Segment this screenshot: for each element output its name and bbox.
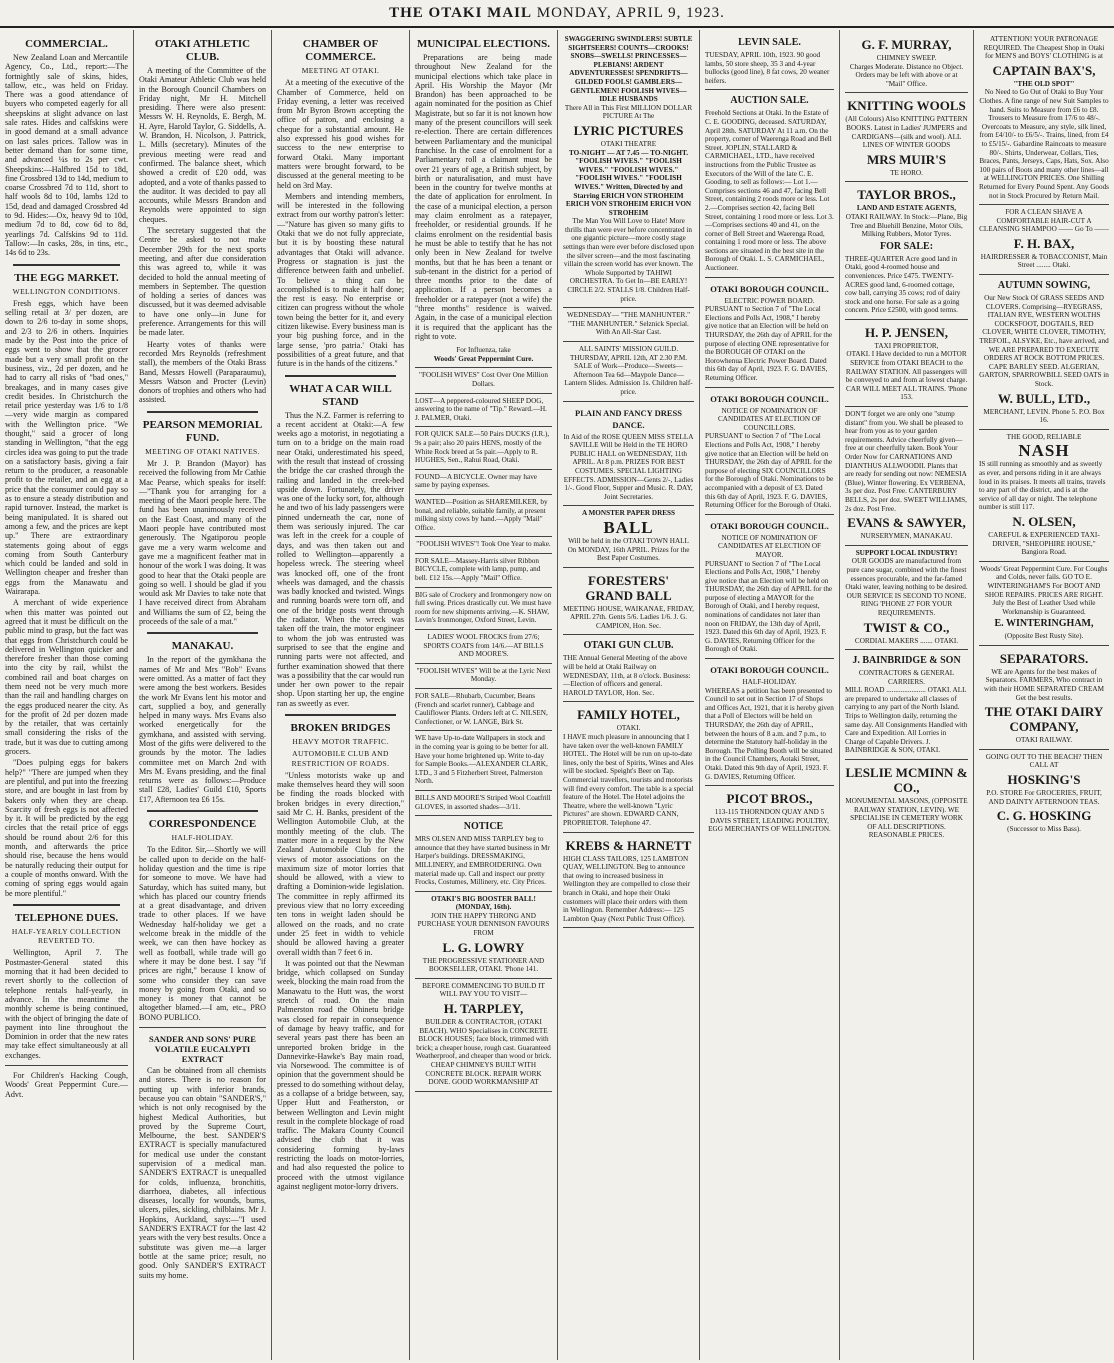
advert-heading: NASH xyxy=(1018,441,1070,461)
advert-text: In Aid of the ROSE QUEEN MISS STELLA SAVILLE Will be Held in the TE HORO PUBLIC HALL on WEDNESDAY, 11th APRIL. At 8 p.m. PRIZES FOR BEST COSTUMES. SPECIAL LIGHTING EFFECTS. ADMISSION—Gents 2/-, Ladies 1/-. Good Floor, Supper and Music. R. DAY, Joint Secretaries. xyxy=(563,432,694,501)
advert-text: (Opposite Best Rusty Site). xyxy=(1004,632,1084,641)
classified-text: WE have Up-to-date Wallpapers in stock and in the coming year is going to be better for all. Have your home brightened up. Write to-day for Sample Books.—ALEXANDER CLARK, LTD., 3 and 5 Fitzherbert Street, Palmerston North. xyxy=(415,734,549,786)
advert-hosking xyxy=(979,750,1109,838)
column-8 xyxy=(974,30,1114,1360)
subheading-automobile-club: AUTOMOBILE CLUB AND RESTRICTION OF ROADS. xyxy=(291,749,390,768)
classified xyxy=(415,689,552,731)
classified xyxy=(415,368,552,393)
advert-foolish-wives xyxy=(563,32,694,308)
advert-knitting-wools xyxy=(845,93,968,182)
advert-text: CORDIAL MAKERS ....... OTAKI. xyxy=(854,636,959,645)
advert-heading: G. F. MURRAY, xyxy=(861,37,952,52)
advert-text: (All Colours) Also KNITTING PATTERN BOOKS. Latest in Ladies' JUMPERS and CARDIGANS—(silk and wool). ALL LINES OF WINTER GOODS xyxy=(845,115,968,150)
notice-heading: OTAKI BOROUGH COUNCIL. xyxy=(710,393,829,404)
advert-murray xyxy=(845,32,968,93)
advert-heading: E. WINTERINGHAM, xyxy=(994,618,1094,630)
subheading-half-holiday: HALF-HOLIDAY. xyxy=(171,833,234,843)
advert-text: OTAKI. xyxy=(616,724,641,733)
advert-bainbridge xyxy=(845,650,968,760)
advert-text: OTAKI THEATRE xyxy=(600,139,657,148)
advert-krebs-harnett xyxy=(563,833,694,929)
article-commercial: New Zealand Loan and Mercantile Agency, Co., Ltd., report:—The fortnightly sale of skins, hides, tallow, etc., was held on Friday. There was a good attendance of buyers who competed eagerly for all sheepskins at slight advance on last sale rates. Hides and calfskins were in good demand at a small advance on last sales prices. Tallow was in better demand than for some time, and advanced ¼s to 2s per cwt. Sheepskins:—Halfbred 15d to 18d, fine Crossbred 13d to 14d, medium to coarse Crossbred 7d to 11d, short to half wools 8d to 10d, lambs 12d to 15d, dead and damaged Crossbred 4d to 9d. Hides:—Ox, heavy 9d to 10d, medium 7d to 8d, cow 6d to 8d, yearlings 7d. Calfskins 9d to 11d. Tallow:—In casks, 28s, in tins, etc., 14s 6d to 23s. xyxy=(5,53,128,258)
heading-pearson-fund: PEARSON MEMORIAL FUND. xyxy=(142,418,263,444)
advert-taylor-bros xyxy=(845,182,968,320)
advert-heading: BALL xyxy=(603,517,654,537)
notice-subheading: ELECTRIC POWER BOARD. xyxy=(724,296,815,305)
masthead-date: MONDAY, APRIL 9, 1923. xyxy=(536,5,725,21)
article-manakau: In the report of the gymkhana the names of Mr and Mrs "Bob" Evans were omitted. As a matter of fact they were among the best workers. Besides the work Mr Evans lent his motor and cart, supplied a boy, and generally helped in many ways. Mrs Evans also worked energetically for the gymkhana, and assisted with serving. Most of the gifts were delivered to the grounds by the motor. The ladies committee met on March 2nd with Mrs M. Evans presiding, and the final returns were as follows:—Produce stall £28, Ladies' Guild £10, Sports £17, Afternoon tea £6 15s. xyxy=(139,655,266,804)
advert-text: LAND AND ESTATE AGENTS, xyxy=(856,204,957,213)
advert-heading: W. BULL, LTD., xyxy=(997,390,1091,406)
advert-text: TUESDAY, APRIL 10th, 1923. 90 good lambs, 50 store sheep, 35 3 and 4-year bullocks (good line), 8 fat cows, 20 weaner heifers. xyxy=(705,51,830,85)
advert-text: CAREFUL & EXPERIENCED TAXI-DRIVER, "SHEOPHIRE HOUSE," Bangiora Road. xyxy=(988,530,1100,557)
advert-text: THE Annual General Meeting of the above will be held at Otaki Railway on WEDNESDAY, 11th, at 8 o'clock. Business:—Election of officers and general. HAROLD TAYLOR, Hon. Sec. xyxy=(563,654,691,697)
classified-text: FOR SALE—Massey-Harris silver Ribbon BICYCLE, complete with lamp, pump, and bell. £12 15s.—Apply "Mail" Office. xyxy=(415,556,541,583)
notice-text: PURSUANT to Section 7 of "The Local Elections and Polls Act, 1908," I hereby give notice that an Election will be held on THURSDAY, the 26th day of APRIL for the purpose of electing ONE representative for the BOROUGH OF OTAKI on the Horowhenua Electric Power Board. Dated this 6th day of April, 1923. F. G. DAVIES, Returning Officer. xyxy=(705,305,833,382)
advert-heading: L. G. LOWRY xyxy=(442,939,525,955)
classified-text: BIG sale of Crockery and Ironmongery now on full swing. Prices drastically cut. We must have room for new shipments arriving.—K. SHAW, Levin's Ironmonger, Oxford Street, Levin. xyxy=(415,590,552,625)
advert-text: OUR GOODS are manufactured from pure cane sugar, combined with the finest essences procurable, and the far-famed Otaki water, leaving nothing to be desired. OUR SERVICE IS SECOND TO NONE. RING 'PHONE 27 FOR YOUR REQUIREMENTS. xyxy=(845,557,968,617)
advert-sanders-extract: Can be obtained from all chemists and stores. There is no reason for putting up with inferior brands, because you can obtain "SANDER'S," which is not only recognised by the highest Medical Authorities, but proved by the Supreme Court, Melbourne, the best. SANDER'S EXTRACT is specially manufactured for medical use under the constant supervision of a medical man. SANDER'S EXTRACT is unequalled for colds, influenza, bronchitis, diarrhoea, diabetes, all infectious diseases, locally for wounds, burns, ulcers, piles, sickling, chilblains. Mr J. Hopkins, Auckland, says:—"I used SANDER'S EXTRACT for the last 42 years with the very best results. Once a substitute was given me—a larger bottle at the same price; result, no good. Only SANDER'S EXTRACT suits my home. xyxy=(139,1066,266,1280)
notice-heading: OTAKI BOROUGH COUNCIL. xyxy=(710,520,829,531)
advert-text: (Successor to Miss Bass). xyxy=(1007,825,1081,834)
column-1 xyxy=(0,30,134,1360)
subheading-chamber-meeting: MEETING AT OTAKI. xyxy=(301,66,380,75)
advert-text: CONTRACTORS & GENERAL CARRIERS. xyxy=(858,669,955,686)
divider xyxy=(285,714,396,716)
article-chamber-2: Members and intending members, will be interested in the following extract from our worthy patron's letter:—"Nature has given so many gifts to Otaki that we do not fully appreciate, but it is by boosting these natural advantages that Otaki will advance. Progress or stagnation is just the difference between faith and unbelief. To believe a thing can be accomplished is to make it half done; the rest is easy. No enterprise or citizen can progress without the whole town being the better for it, and every citizen likewise. Every business man is your big pushing force, and in the large sense, 'pro patria.' Otaki has possibilities of a great future, and that future is in the hands of the citizens." xyxy=(277,191,404,369)
divider xyxy=(13,904,120,906)
advert-heading: EVANS & SAWYER, xyxy=(847,515,966,531)
classified-text: "FOOLISH WIVES"! Took One Year to make. xyxy=(416,540,551,549)
advert-heading: OTAKI'S BIG BOOSTER BALL! (MONDAY, 16th). xyxy=(431,894,536,912)
subheading-pearson-fund: MEETING OF OTAKI NATIVES. xyxy=(145,446,260,456)
classified-text: FOUND—A BICYCLE. Owner may have same by paying expenses. xyxy=(415,472,537,490)
advert-family-hotel xyxy=(563,702,694,832)
advert-text: HIGH CLASS TAILORS, 125 LAMBTON QUAY, WELLINGTON. Beg to announce that owing to increased business in Wellington they are compelled to close their branch in Otaki, and hope their Otaki customers will place their orders with them in Wellington. Remember Address:— 125 Lambton Quay (Next Public Trust Office). xyxy=(563,854,691,923)
masthead-title: THE OTAKI MAIL xyxy=(389,5,532,21)
subheading-heavy-traffic: HEAVY MOTOR TRAFFIC. xyxy=(292,737,389,746)
classified xyxy=(415,470,552,495)
article-egg-market-3: "Does pulping eggs for bakers help?" "There are jumped when they are plentiful, and put into the freezing store, and are bought in last from by bakers only when they are cheap. Scarcity of fresh eggs is not affected by it. It will be predicted by the egg circles that the retail price of eggs should be round about 2/6 for this month, and afterwards the price should rise, because the hens would be naturally reducing their output for a couple of months onward. With the coming of spring eggs would again be more plentiful." xyxy=(5,758,128,898)
advert-heading: LYRIC PICTURES xyxy=(573,122,684,138)
notice-text: PURSUANT to Section 7 of "The Local Elections and Polls Act, 1908," I hereby give notice that an Election will be held on THURSDAY, the 26th day of APRIL for the purpose of electing a MAYOR for the Borough of Otaki, and I hereby request, nominations of candidates not later than noon on FRIDAY, the 13th day of April, 1923. Dated this 6th day of April, 1923. F. G. DAVIES, Returning Officer for the Borough of Otaki. xyxy=(705,559,833,654)
advert-text: WEDNESDAY— "THE MANHUNTER." "THE MANHUNTER." Selznick Special. With An All-Star Cast. xyxy=(566,311,691,337)
article-chamber-1: At a meeting of the executive of the Chamber of Commerce, held on Friday evening, a letter was received from Mr Byron Brown accepting the office of patron, and enclosing a cheque for a substantial amount. He also expressed his good wishes for success to the new enterprise to forward Otaki. Many important matters were brought forward, to be discussed at the general meeting to be held on 3rd May. xyxy=(277,78,404,190)
advert-text: MERCHANT, LEVIN. Phone 5. P.O. Box 16. xyxy=(983,407,1105,425)
divider xyxy=(147,632,258,634)
article-broken-bridges-1: "Unless motorists wake up and make themselves heard they will soon be finding the roads blocked with broken bridges in every direction," said Mr C. H. Banks, president of the Wellington Automobile Club, at the monthly meeting of the club. The matter more in a request by the New Zealand Automobile Club for the views of motor associations on the maximum size of motor lorries that should be allowed, with a view to drafting a Dominion-wide legislation. The committee in reply affirmed its previous view that no lorry exceeding ten tons in weight laden should be allowed on the roads, and no crate under 25 feet in width to vehicle should be allowed having a greater overall width than 7 feet 6 in. xyxy=(277,770,404,957)
advert-gun-club xyxy=(563,635,694,702)
classified-text: "FOOLISH WIVES" Cost Over One Million Dollars. xyxy=(419,371,548,388)
advert-peppermint-cure xyxy=(415,343,552,368)
advert-text: Our New Stock Of GRASS SEEDS AND CLOVERS. Comprising—RYEGRASS, ITALIAN RYE, WESTERN WOLTHS COCKSFOOT, DOGTAILS, RED CLOVER, WHITE CLOVER, TIMOTHY, TREFOIL, ALSYKE, Etc., have arrived, and WE ARE PREPARED TO EXECUTE ORDERS AT ROCK BOTTOM PRICES. CAPE BARLEY SEED. ALGERIAN, GARTON, SPARROWBILL SEED OATS in Stock. xyxy=(979,294,1109,388)
advert-heading: F. H. BAX, xyxy=(1013,235,1075,251)
advert-text: OTAKI. I Have decided to run a MOTOR SERVICE from OTAKI BEACH to the RAILWAY STATION. All passengers will be conveyed to and from at lowest charge. CAR WILL MEET ALL TRAINS. 'Phone 153. xyxy=(845,350,968,402)
advert-heading: NOTICE xyxy=(463,821,504,833)
advert-text: BEFORE COMMENCING TO BUILD IT WILL PAY YOU TO VISIT— xyxy=(422,981,545,999)
notice-half-holiday xyxy=(705,659,834,786)
advert-heading: N. OLSEN, xyxy=(1012,513,1076,529)
article-athletic-club-1: A meeting of the Committee of the Otaki Amateur Athletic Club was held in the Borough Council Chambers on Friday night, Mr H. Mitchell presiding. There were also present: Messrs W. H. Reynolds, E. Bergh, M. H. Ayre, Harold Taylor, G. Siddells, A. W. Brandon, H. Nicolson, J. Pattrick, L. Mills (secretary). Minutes of the previous meeting were read and confirmed. The balance sheet, which showed a credit of £20 odd, was adopted, and a vote of thanks passed to the auditor. It was decided to pay all accounts, while Messrs Brandon and Reynolds were appointed to sign cheques. xyxy=(139,66,266,224)
classified xyxy=(415,630,552,664)
advert-text: There All in This First MILLION DOLLAR PICTURE At The xyxy=(564,103,693,121)
advert-text: OTAKI RAILWAY. In Stock:—Plane, Big Tree and Bluehill Benzine, Motor Oils, Milking Rubbers, Motor Tyres. xyxy=(845,212,968,239)
advert-jensen xyxy=(845,320,968,407)
advert-heading: OTAKI GUN CLUB. xyxy=(583,640,674,652)
advert-text: Woods' Great Peppermint Cure. xyxy=(433,354,534,363)
advert-captain-bax xyxy=(979,32,1109,205)
advert-text: P.O. STORE For GROCERIES, FRUIT, AND DAINTY AFTERNOON TEAS. xyxy=(986,789,1102,806)
column-3 xyxy=(272,30,410,1360)
heading-broken-bridges: BROKEN BRIDGES xyxy=(290,722,391,734)
article-telephone-dues: Wellington, April 7. The Postmaster-General stated this morning that it had been decided to revert shortly to the collection of telephone rentals half-yearly, in advance. In the meantime the monthly scheme is being continued, with the object of bringing the date of payment into line throughout the Dominion in order that the new rates may take effect simultaneously at all exchanges. xyxy=(5,948,128,1060)
advert-text: I HAVE much pleasure in announcing that I have taken over the well-known FAMILY HOTEL. The Hotel will be run on up-to-date lines, only the best of Spirits, Wines and Ales will be stocked. Speight's Beer on Tap. Commercial travellers, tourists and motorists will find every comfort. The table is a special feature of the Hotel. The Hotel adjoins the Theatre, where the well-known "Lyric Pictures" are shown. EDWARD CANN, PROPRIETOR. Telephone 47. xyxy=(563,733,694,827)
article-athletic-club-3: Hearty votes of thanks were recorded Mrs Reynolds (refreshment stall), the members of the Otaki Brass Band, Messrs Howell (Paraparaumu), Messrs Watson and Procter (Levin) donors of trophies and others who had assisted. xyxy=(139,339,266,405)
advert-text: TO-NIGHT — AT 7.45 — TO-NIGHT. "FOOLISH WIVES." "FOOLISH WIVES." "FOOLISH WIVES." "FOOLISH WIVES." "FOOLISH WIVES." Written, Directed by and Starring ERICH VON STROHEIM ERICH VON STROHEIM ERICH VON STROHEIM xyxy=(565,148,692,217)
advert-heading: THE OTAKI DAIRY COMPANY, xyxy=(984,704,1104,735)
advert-winteringham xyxy=(979,562,1109,646)
divider xyxy=(5,1065,128,1066)
column-5 xyxy=(558,30,700,1360)
advert-text: SWAGGERING SWINDLERS! SUBTLE SIGHTSEERS! COUNTS—CROOKS! SNOBS—SWELLS! PRINCESSES—PLEBIANS! ARDENT ADVENTURESSES! SPENDRIFTS—GILDED FOOLS! GAMBLERS—GENTLEMEN! FOOLISH WIVES—IDLE HUSBANDS xyxy=(564,35,693,104)
advert-booster-ball xyxy=(415,892,552,979)
advert-text: DON'T forget we are only one "stump distant" from you. We shall be pleased to hear from you as to your garden requirements. Advice cheerfully given—free at our cheerfully taken. Book Your Order Now for CARNATIONS AND DIANTHUS ALLWOODII. Plants that are ready for sending out now: NEMESIA (Blue), Winter flowering. Ex VERBENA, 3s per doz. Post Free. CANTERBURY BELLS, 2s per doz. SWEET WILLIAMS, 2s doz. Post Free. xyxy=(845,410,967,513)
notice-heading: OTAKI BOROUGH COUNCIL. xyxy=(710,665,829,676)
advert-text: TE HORO. xyxy=(890,168,923,177)
classified xyxy=(415,664,552,689)
divider xyxy=(285,375,396,377)
divider xyxy=(147,411,258,413)
advert-text: OTAKI RAILWAY. xyxy=(1015,736,1073,745)
advert-heading: HOSKING'S xyxy=(1007,772,1081,788)
advert-text: A MONSTER PAPER DRESS xyxy=(581,509,676,518)
advert-heading: H. P. JENSEN, xyxy=(865,324,948,340)
advert-text: MRS OLSEN AND MISS TARPLEY beg to announce that they have started business in Mr Harper's buildings. DRESSMAKING, MILLINERY, and EMBROIDERING. Own material made up. Call and inspect our pretty Frocks, Costumes, Millinery, etc. City Prices. xyxy=(415,835,550,887)
advert-w-bull xyxy=(979,275,1109,430)
column-2 xyxy=(134,30,272,1360)
subheading-egg-market: WELLINGTON CONDITIONS. xyxy=(12,286,121,296)
divider xyxy=(139,1027,266,1028)
classified xyxy=(415,394,552,428)
advert-text: JOIN THE HAPPY THRONG AND PURCHASE YOUR DENNISON FAVOURS FROM xyxy=(417,911,550,938)
advert-evans-sawyer xyxy=(845,407,968,546)
heading-sanders-extract: SANDER AND SONS' PURE VOLATILE EUCALYPTI EXTRACT xyxy=(149,1034,256,1065)
heading-correspondence: CORRESPONDENCE xyxy=(148,818,257,831)
advert-heading: LESLIE MCMINN & CO., xyxy=(845,765,968,796)
divider xyxy=(13,264,120,266)
advert-text: HAIRDRESSER & TOBACCONIST, Main Street ........ Otaki. xyxy=(980,252,1108,270)
notice-subheading: NOTICE OF NOMINATION OF CANDIDATES AT ELECTION OF MAYOR. xyxy=(717,533,822,559)
article-athletic-club-2: The secretary suggested that the Centre be asked to not make December 29th for the next sports meeting, and after due consideration this was agreed to, while it was decided to hold the annual meeting of members in September. The question of holding a series of dances was discussed, but it was deemed advisable to have one only—in June for preference. Arrangements for this will be made later. xyxy=(139,226,266,338)
classified-text: FOR QUICK SALE—50 Pairs DUCKS (I.R.), 9s a pair; also 20 pairs HENS, mostly of the White Rock breed at 5s pair.—Apply to R. HUGHES, Sen., Rahui Road, Otaki. xyxy=(415,430,550,465)
advert-text: ALL SAINTS' MISSION GUILD. THURSDAY, APRIL 12th, AT 2.30 P.M. SALE of Work—Produce—Sweets—Afternoon Tea 6d—Maypole Dance—Lantern Slides. Admission 1s. Children half-price. xyxy=(564,345,693,396)
classified xyxy=(415,554,552,588)
advert-text: Woods' Great Peppermint Cure. For Coughs and Colds, never fails. GO TO E. WINTERINGHAM'S For BOOT AND SHOE REPAIRS. PRICES ARE RIGHT. July the Best of Leather Used while Workmanship is Guaranteed. xyxy=(980,564,1108,616)
classified xyxy=(415,537,552,554)
advert-text: The Man You Will Love to Hate! More thrills than were ever before concentrated in one gigantic picture—more costly stage settings than were ever before disclosed upon the silver screen—and the most fascinating villain the screen world has ever known. The Whole Supported by TAHIWI ORCHESTRA. To Get In—BE EARLY! CIRCLE 2/2. STALLS 1/8. Children Half-price. xyxy=(563,217,694,303)
classified-text: FOR SALE—Rhubarb, Cucumber, Beans (French and scarlet runner), Cabbage and Cauliflower Plants. Orders left at C. NILSEN, Confectioner, or W. LANGE, Birk St. xyxy=(415,692,548,726)
heading-athletic-club: OTAKI ATHLETIC CLUB. xyxy=(154,38,251,63)
advert-notice xyxy=(415,816,552,892)
advert-tarpley xyxy=(415,979,552,1092)
advert-heading: TWIST & CO., xyxy=(863,619,950,635)
masthead xyxy=(0,0,1114,28)
advert-picot-bros xyxy=(705,786,834,838)
advert-heading: KREBS & HARNETT xyxy=(565,837,692,853)
article-egg-market-2: A merchant of wide experience when this matter was pointed out agreed that it must be difficult on the public mind to grasp, but the fact was that eggs from Christchurch could be delivered in Wellington quicker and therefore fresher than those coming into the city by rail, whilst the combined rail and boat charges on them need not be very much more than the rail and handling charges on the eggs produced nearer the city. As for the profit of 2d per dozen made by the retailer, that was certainly small considering the risks of the trade, but it was due to cutting among grocers. xyxy=(5,598,128,757)
advert-text: Freehold Sections at Otaki. In the Estate of C. E. GOODING, deceased. SATURDAY, April 28th. SATURDAY At 11 a.m. On the property, corner of Waerenga Road and Bell Street. JOPLIN, STALLARD & CARMICHAEL, LTD., have received instructions from the Public Trustee as Executors of the Will of the late C. E. Gooding, to sell as follows:— Lot 1.—Comprises sections 46 and 47, facing Bell Street, containing 2 roods more or less. Lot 2.—Comprises section 42, facing Bell Street, containing 1 rood more or less. Lot 3.—Comprises sections 40 and 41, on the corner of Bell Street and Waerenga Road, containing 1 rood more or less. The above sections are situated in the best site in the Borough of Otaki. L. S. CARMICHAEL, Auctioneer. xyxy=(705,109,834,273)
classified-text: WANTED—Position as SHAREMILKER, by bonal, and reliable, suitable family, at present milking sixty cows by hand.—Apply "Mail" Office. xyxy=(415,497,548,532)
advert-text: BUILDER & CONTRACTOR, (OTAKI BEACH). WHO Specialises in CONCRETE BLOCK HOUSES; face block, trimmed with brick; a cheaper house, rough cast. Guaranteed Weatherproof, and cheaper than wood or brick. CHEAP CHIMNEYS BUILT WITH CONCRETE BLOCK. REPAIR WORK DONE. GOOD WORKMANSHIP AT xyxy=(415,1018,552,1087)
advert-paper-dress-ball xyxy=(563,506,694,567)
advert-heading: J. BAINBRIDGE & SON xyxy=(852,655,961,667)
column-7 xyxy=(840,30,974,1360)
advert-text: IS still running as smoothly and as sweetly as ever, and persons riding in it are always loud in its praises. It meets all trains, travels to any part of the district, and is at the service of all day or night. The telephone number is still 117. xyxy=(979,460,1106,512)
advert-text: MONUMENTAL MASONS, (OPPOSITE RAILWAY STATION, LEVIN). WE SPECIALISE IN CEMETERY WORK OF ALL DESCRIPTIONS. REASONABLE PRICES. xyxy=(845,797,968,840)
advert-text: MEETING HOUSE, WAIKANAE, FRIDAY, APRIL 27th. Gents 5/6. Ladies 1/6. J. G. CAMPION, Hon. Sec. xyxy=(563,604,694,630)
article-car-accident: Thus the N.Z. Farmer is referring to a recent accident at Otaki:—A few weeks ago a motorist, in negotiating a turn on to a bridge on the main road near Otaki, underestimated his speed, with the result that instead of crossing the bridge the car crashed through the railing and landed in the creek-bed upside down. Fortunately, the driver was one of the lucky sort, for, although he and two of his lady passengers were pinned underneath the car, none of them was seriously injured. The car was left in the creek for a couple of days, and was then taken out and rolled to Wellington—apparently a hopeless wreck. The steering wheel was knocked off, one of the front wheels was damaged, and the chassis was badly knocked and twisted. Wings and running boards were torn off, and one of the bridge posts went through the radiator. When the wreck was taken off the train, the motor engineer to whom the job was entrusted was surprised to see that the engine and running parts were not affected, and further examination showed that there was a possibility that the car would run under her own power to the repair shop. Upon starting her up, the engine ran as sweetly as ever. xyxy=(277,410,405,708)
advert-text: WE are Agents for the best makes of Separators. FARMERS, Who contract in with their HOME SEPARATED CREAM Get the best results. xyxy=(984,667,1104,702)
classified-text: LOST—A peppered-coloured SHEEP DOG, answering to the name of "Tip." Reward.—H. J. PALMER, Otaki. xyxy=(415,396,547,422)
heading-chamber-of-commerce: CHAMBER OF COMMERCE. xyxy=(302,38,379,63)
letter-half-holiday: To the Editor. Sir,—Shortly we will be called upon to decide on the half-holiday question and the time is ripe for someone to move. We have had Saturday, which has suited many, but which has placed our country friends at a great disadvantage, and driven trade to other places. If we have Wednesday half-holiday we get a welcome break in the middle of the week, we can then have hockey as well as football, while trade will go where it may be done best. I say "if prices are right," because I know of some who consider they can save money by going from Otaki, and so money is money that cannot be altogether blamed.—I am, etc., PRO BONO PUBLICO. xyxy=(139,845,266,1022)
advert-text: MILL ROAD ...................... OTAKI. ALL are prepared to undertake all classes of carrying to any part of the North Island. Trips to Wellington daily, returning the same day. All Consignments Handled with Care and Expedition. All Lorries in Charge of Capable Drivers. J. BAINBRIDGE & SON, OTAKI. xyxy=(845,686,968,755)
classified-text: "FOOLISH WIVES" Will be at the Lyric Next Monday. xyxy=(416,666,551,684)
classified xyxy=(415,427,552,469)
advert-text: GOING OUT TO THE BEACH? THEN CALL AT xyxy=(985,752,1103,770)
advert-text: THE PROGRESSIVE STATIONER AND BOOKSELLER, OTAKI. 'Phone 141. xyxy=(422,956,545,974)
advert-foresters-ball xyxy=(563,568,694,636)
advert-mcminn xyxy=(845,760,968,844)
advert-manhunter xyxy=(563,308,694,342)
advert-separators xyxy=(979,646,1109,750)
notice-subheading: NOTICE OF NOMINATION OF CANDIDATES AT ELECTION OF COUNCILLORS. xyxy=(717,406,822,432)
advert-heading: SUPPORT LOCAL INDUSTRY! xyxy=(855,548,958,557)
advert-text: THREE-QUARTER Acre good land in Otaki, good 4-roomed house and conveniences. Price £475. TWENTY-ACRES good land, 6-roomed cottage, cow ball, carrying 35 cows; rod of dairy stock and one horse. For sale as a going concern. Price £2500, with good terms. xyxy=(845,254,961,315)
advert-auction-sale xyxy=(705,90,834,277)
advert-heading: AUCTION SALE. xyxy=(730,95,809,107)
advert-nash xyxy=(979,430,1109,562)
column-6 xyxy=(700,30,840,1360)
notice-mayor xyxy=(705,515,834,659)
advert-heading: H. TARPLEY, xyxy=(443,1001,524,1017)
advert-heading: TAYLOR BROS., xyxy=(857,187,956,203)
advert-heading: MRS MUIR'S xyxy=(866,151,947,167)
notice-subheading: HALF-HOLIDAY. xyxy=(742,678,797,687)
advert-heading: SEPARATORS. xyxy=(999,650,1089,666)
advert-text: Charges Moderate. Distance no Object. Orders may be left with above or at "Mail" Office. xyxy=(849,62,964,88)
heading-what-a-car-will-stand: WHAT A CAR WILL STAND xyxy=(289,382,392,408)
advert-levin-sale xyxy=(705,32,834,90)
advert-text: No Need to Go Out of Otaki to Buy Your Clothes. A fine range of new Suit Samples to hand. Suits to Measure from £6 to £8. Trousers to Measure from 17/6 to 48/-. Overcoats to Measure, any style, silk lined, from £4/10/- to £6/5/-. Trains, lined, from £4 to £5/15/-. Gabardine Raincoats to measure 80/-. Shirts, Underwear, Collars, Ties, Braces, Pants, Jerseys, Caps, Hats, Sox. Also 100 pairs of Boots and many other lines—all at WELLINGTON PRICES. One Shilling Returned for Every Pound Spent. Any Goods not in Stock Procured by Return Mail. xyxy=(979,88,1109,200)
advert-text: CHIMNEY SWEEP. xyxy=(876,54,937,62)
advert-fh-bax xyxy=(979,205,1109,275)
advert-mission-guild xyxy=(563,342,694,402)
advert-heading: CAPTAIN BAX'S, xyxy=(992,62,1096,78)
advert-heading: AUTUMN SOWING, xyxy=(997,280,1091,292)
notice-councillors xyxy=(705,388,834,515)
heading-egg-market: THE EGG MARKET. xyxy=(14,271,119,284)
advert-heading: FAMILY HOTEL, xyxy=(577,707,680,723)
classified xyxy=(415,495,552,537)
notice-text: PURSUANT to Section 7 of "The Local Elections and Polls Act, 1908," I hereby give notice that an Election will be held on THURSDAY, the 26th day of APRIL for the purpose of electing SIX COUNCILLORS for the Borough of Otaki. Nominations to be accompanied with a deposit of £3. Dated this 6th day of April, 1923. F. G. DAVIES, Returning Officer for the Borough of Otaki. xyxy=(705,432,834,510)
subheading-telephone-dues: HALF-YEARLY COLLECTION REVERTED TO. xyxy=(11,926,122,946)
advert-heading: PICOT BROS., xyxy=(726,791,813,807)
article-municipal-elections: Preparations are being made throughout New Zealand for the municipal elections which take place in April. His Worship the Mayor (Mr Brandon) has been approached to be again nominated for the position as Chief Magistrate, but so far it is not known how many of the present councillors will seek re-election. There are certain differences between Parliamentary and the municipal franchise. In the case of enrolment for a Parliamentary roll a claimant must be over 21 years of age, a British subject, by birth or naturalisation, and must have been in the country for twelve months at the date of application for enrolment. In the case of a municipal election, a person may claim enrolment as a ratepayer, freeholder, or residential grounds. If he claims enrolment on the residential basis he must be able to testify that he has not only been in New Zealand for twelve months, but that he has been a tenant or sub-tenant in the district for a period of three months prior to the date of application. If a person becomes a freeholder or a ratepayer (not a wife) the "three months" residence is waived. Again, in the case of a municipal election it is required that the applicant has the right to vote. xyxy=(415,53,552,341)
advert-text: Will be held in the OTAKI TOWN HALL On MONDAY, 16th APRIL. Prizes for the Best Paper Costumes. xyxy=(567,536,690,563)
notice-text: WHEREAS a petition has been presented to Council to set out in Section 17 of Shops and Offices Act, 1921, that it is hereby given that a Poll of Electors will be held on THURSDAY, the 26th day of APRIL, between the hours of 8 a.m. and 7 p.m., to determine the Statutory half-holiday in the Borough. The Polling Booth will be situated in the Council Chambers, Aotaki Street, Otaki. Dated this 9th day of April, 1923. F. G. DAVIES, Returning Officer. xyxy=(705,686,834,781)
article-egg-market-1: Fresh eggs, which have been selling retail at 3/ per dozen, are down to 2/6 to-day in some shops, and 2/3 to 2/6 in others. Inquiries made by the Post into the price of eggs went to show that the grocer made but a very small profit on the business, viz., 2d per dozen, and he had to carry all risks of "bad ones," breakages, and in many cases give credit besides. In Christchurch the retail price yesterday was 1/6 to 1/8—very wide margin as compared with the Wellington price. "We thought," said a grocer of long standing in Wellington, "that the egg circles idea was going to put the trade on a satisfactory basis, giving a fair return to the producer, a reasonable profit to the retailer, and an egg at a price that the consumer could pay so as to ensure a steady distribution and rapid turnover. Instead, the market is being manipulated. It is shared out among a few, and the prices are kept up." There are extraordinary statements going about of eggs coming from South Canterbury which could be landed and sold in Wellington cheaper and fresher than eggs from the Manawatu and Wairarapa. xyxy=(5,298,128,597)
classified xyxy=(415,791,552,816)
classified-text: LADIES' WOOL FROCKS from 27/6; SPORTS COATS from 14/6.—AT BILLS AND MOORE'S. xyxy=(423,633,544,659)
article-broken-bridges-2: It was pointed out that the Newman bridge, which collapsed on Sunday week, blocking the main road from the Manawatu to the Hutt was, the worst stretch of road. On the main Palmerston road the Ohinetu bridge was closed for repair in consequence of damage by heavy traffic, and for several years past there has been an unreported broken bridge in the Dannevirke-Hawke's Bay main road, via Norsewood. The committee is of opinion that the government should be pressed to do something without delay, as a collapse of a bridge between, say, Upper Hutt and Featherston, or between Wellington and Levin might result in the complete blockage of road traffic. The Makara County Council advised the club that it was considering forming by-laws restricting the loads on motor-lorries, and had also requested the police to proceed with the utmost vigilance against negligent motor-lorry drivers. xyxy=(277,958,404,1191)
advert-heading: LEVIN SALE. xyxy=(738,37,801,48)
advert-heading: FORESTERS' GRAND BALL xyxy=(585,572,672,603)
column-4 xyxy=(410,30,558,1360)
advert-heading: C. G. HOSKING xyxy=(996,808,1092,824)
advert-text: For Influenza, take xyxy=(456,346,511,355)
advert-heading: PLAIN AND FANCY DRESS DANCE. xyxy=(575,407,682,430)
notice-power-board xyxy=(705,278,834,388)
advert-footer: For Children's Hacking Cough, Woods' Great Peppermint Cure.—Advt. xyxy=(5,1070,128,1099)
advert-text: TAXI PROPRIETOR, xyxy=(874,341,939,350)
advert-text: 113-115 THORNDON QUAY AND 5 DAVIS STREET, LEADING POULTRY, EGG MERCHANTS OF WELLINGTON. xyxy=(708,808,831,834)
article-pearson-fund: Mr J. P. Brandon (Mayor) has received the following from Mr Cathie Mac Pearse, which speaks for itself:—"Thank you for arranging for a meeting of the Maori people here. The fund has been unanimously received on the East Coast, and many of the Maori people have contributed most generously. The Ngatiporou people gave me a very warm welcome and gave me a magnificent feather mat in honour of the work I was doing. It was good to hear that the Otaki people are going so well. I should be glad if you would ask Mr Davies to take note that I have received direct from Abraham and Williams the sum of £2, being the proceeds of the sale of a mat." xyxy=(139,458,266,627)
advert-heading: KNITTING WOOLS xyxy=(847,98,966,114)
advert-text: "THE OLD SPOT" xyxy=(1013,79,1075,88)
advert-text: ATTENTION! YOUR PATRONAGE REQUIRED. The Cheapest Shop in Otaki for MEN'S and BOYS' CLOTHING is at xyxy=(983,35,1105,61)
heading-telephone-dues: TELEPHONE DUES. xyxy=(14,911,119,924)
heading-municipal-elections: MUNICIPAL ELECTIONS. xyxy=(416,38,551,50)
heading-manakau: MANAKAU. xyxy=(171,640,234,653)
classified xyxy=(415,731,552,791)
notice-heading: OTAKI BOROUGH COUNCIL. xyxy=(710,283,829,294)
advert-fancy-dress xyxy=(563,402,694,507)
advert-twist xyxy=(845,546,968,650)
advert-heading: FOR SALE: xyxy=(879,240,934,252)
divider xyxy=(147,810,258,812)
classified xyxy=(415,588,552,630)
advert-text: FOR A CLEAN SHAVE A COMFORTABLE HAIR-CUT A CLEANSING SHAMPOO —— Go To —— xyxy=(979,208,1109,234)
heading-commercial: COMMERCIAL. xyxy=(25,38,108,50)
classified-text: BILLS AND MOORE'S Striped Wool Coatfrill GLOVES, in assorted shades—3/11. xyxy=(415,793,551,811)
advert-text: NURSERYMEN, MANAKAU. xyxy=(860,532,953,541)
advert-text: THE GOOD, RELIABLE xyxy=(1006,432,1082,441)
